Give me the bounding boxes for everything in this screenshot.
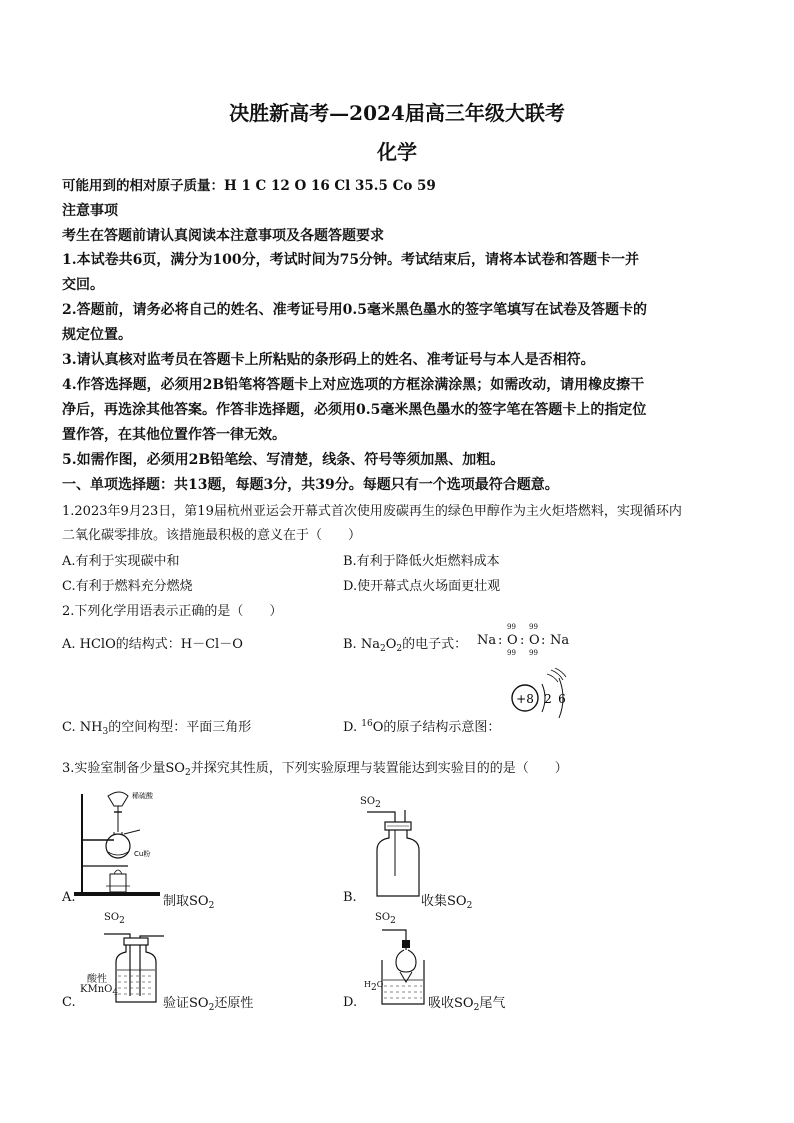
electron-pair: :	[498, 633, 503, 648]
hclo-formula: H－Cl－O	[180, 637, 243, 652]
atomic-structure-diagram	[508, 668, 578, 730]
apparatus-a-diagram	[70, 782, 165, 900]
notice-line: 净后，再选涂其他答案。作答非选择题，必须用0.5毫米黑色墨水的签字笔在答题卡上的指定位	[62, 402, 647, 418]
nucleus-charge: +8	[516, 692, 534, 706]
notice-line: 交回。	[62, 277, 104, 293]
apparatus-d-diagram	[378, 924, 428, 1010]
notice-line: 4.作答选择题，必须用2B铅笔将答题卡上对应选项的方框涂满涂黑；如需改动，请用橡皮擦干	[62, 377, 645, 393]
q3-option-d-letter: D.	[343, 995, 358, 1010]
electron-dots: 99	[507, 623, 516, 631]
q1-stem-line1: 1.2023年9月23日，第19届杭州亚运会开幕式首次使用废碳再生的绿色甲醇作为主火炬塔燃料，实现循环内	[62, 504, 682, 519]
q2-option-b: B. $Na_2O_2$的电子式：	[343, 637, 468, 654]
electron-dots: 99	[507, 649, 516, 657]
notice-line: 规定位置。	[62, 327, 132, 343]
q2-option-c: C. $NH_3$的空间构型：平面三角形	[62, 720, 252, 737]
gas-label: $SO_2$	[375, 912, 396, 926]
q1-option-c: C.有利于燃料充分燃烧	[62, 579, 193, 594]
q1-option-d: D.使开幕式点火场面更壮观	[343, 579, 501, 594]
notice-line: 5.如需作图，必须用2B铅笔绘、写清楚，线条、符号等须加黑、加粗。	[62, 452, 505, 468]
section-heading: 一、单项选择题：共13题，每题3分，共39分。每题只有一个选项最符合题意。	[62, 477, 559, 493]
q2-option-a: A. HClO的结构式：H－Cl－O	[62, 637, 243, 652]
notice-line: 2.答题前，请务必将自己的姓名、准考证号用0.5毫米黑色墨水的签字笔填写在试卷及答题卡的	[62, 302, 647, 318]
q2-stem: 2.下列化学用语表示正确的是（ ）	[62, 604, 283, 619]
q1-option-a: A.有利于实现碳中和	[62, 554, 180, 569]
electron-pair: :	[541, 633, 546, 648]
notice-line: 1.本试卷共6页，满分为100分，考试时间为75分钟。考试结束后，请将本试卷和答题卡一并	[62, 252, 640, 268]
notice-line: 3.请认真核对监考员在答题卡上所粘贴的条形码上的姓名、准考证号与本人是否相符。	[62, 352, 595, 368]
notice-line: 置作答，在其他位置作答一律无效。	[62, 427, 286, 443]
gas-label: $SO_2$	[104, 912, 125, 926]
shell-2-count: 6	[558, 692, 566, 706]
q2-option-d: D. $^{16}$O的原子结构示意图：	[343, 719, 501, 735]
electron-dots: 99	[529, 649, 538, 657]
q3-option-c-desc: 验证$SO_2$还原性	[163, 996, 254, 1013]
notice-heading: 注意事项	[62, 203, 118, 219]
oxygen-atom: O	[529, 633, 540, 648]
q3-option-d-desc: 吸收$SO_2$尾气	[428, 996, 506, 1013]
sodium-atom: Na	[550, 633, 570, 648]
oxygen-atom: O	[507, 633, 518, 648]
atomic-masses: 可能用到的相对原子质量：H 1 C 12 O 16 Cl 35.5 Co 59	[62, 178, 436, 194]
q3-stem: 3.实验室制备少量$SO_2$并探究其性质，下列实验原理与装置能达到实验目的的是（ ）	[62, 761, 568, 778]
q1-stem-line2: 二氧化碳零排放。该措施最积极的意义在于（ ）	[62, 528, 362, 543]
na2o2-electron-formula: Na	[477, 633, 497, 648]
electron-pair: :	[520, 633, 525, 648]
q3-option-b-desc: 收集$SO_2$	[421, 894, 473, 911]
reagent-label-kmno4: KMnO$_4$	[80, 984, 119, 998]
label-dilute-acid: 稀硫酸	[132, 792, 153, 800]
shell-1-count: 2	[544, 692, 552, 706]
subject-title: 化学	[377, 140, 417, 164]
notice-intro: 考生在答题前请认真阅读本注意事项及各题答题要求	[62, 228, 384, 244]
q3-option-b-letter: B.	[343, 890, 357, 905]
electron-dots: 99	[529, 623, 538, 631]
q3-option-a-desc: 制取$SO_2$	[163, 894, 215, 911]
label-cu-powder: Cu粉	[134, 850, 151, 858]
q3-option-c-letter: C.	[62, 995, 76, 1010]
q1-option-b: B.有利于降低火炬燃料成本	[343, 554, 500, 569]
water-label: $H_2O$	[364, 980, 384, 993]
q3-option-a-letter: A.	[62, 890, 76, 905]
gas-label: $SO_2$	[360, 796, 381, 810]
exam-title: 决胜新高考—2024届高三年级大联考	[229, 101, 565, 125]
reagent-label: 酸性	[87, 974, 107, 985]
